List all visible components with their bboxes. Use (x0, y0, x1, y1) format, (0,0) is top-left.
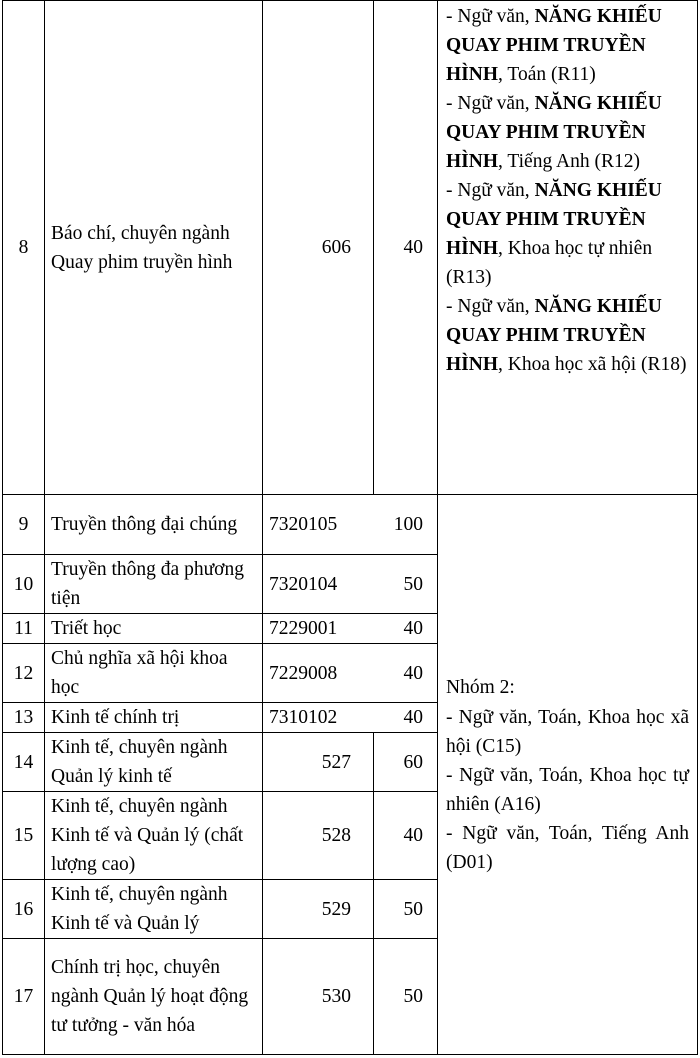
row-number: 14 (3, 733, 45, 792)
code-quota-cell (263, 703, 438, 733)
row-number: 8 (3, 1, 45, 495)
code-quota-cell (263, 644, 438, 703)
row-number: 15 (3, 792, 45, 880)
combination-line: - Ngữ văn, NĂNG KHIẾU QUAY PHIM TRUYỀN HÌNH, Toán (R11) (446, 6, 662, 85)
major-name: Chủ nghĩa xã hội khoa học (45, 644, 263, 703)
major-name: Kinh tế chính trị (45, 703, 263, 733)
quota: 100 (393, 514, 423, 535)
row-number: 17 (3, 939, 45, 1055)
quota: 50 (374, 880, 438, 939)
quota: 40 (374, 1, 438, 495)
major-name: Truyền thông đa phương tiện (45, 555, 263, 614)
quota: 40 (374, 792, 438, 880)
row-number: 12 (3, 644, 45, 703)
group2-title: Nhóm 2: (446, 676, 515, 698)
major-code: 7320104 (269, 573, 338, 595)
row-number: 13 (3, 703, 45, 733)
major-code: 528 (263, 792, 374, 880)
row-number: 16 (3, 880, 45, 939)
combination-line: - Ngữ văn, Toán, Tiếng Anh (D01) (446, 822, 689, 873)
major-code: 7320105 (269, 514, 338, 535)
major-name: Kinh tế, chuyên ngành Kinh tế và Quản lý (45, 880, 263, 939)
row-number: 10 (3, 555, 45, 614)
table-row (3, 1, 698, 495)
quota: 40 (403, 662, 423, 684)
major-code: 527 (263, 733, 374, 792)
major-code: 530 (263, 939, 374, 1055)
major-name: Kinh tế, chuyên ngành Kinh tế và Quản lý (chất lượng cao) (45, 792, 263, 880)
major-code: 606 (263, 1, 374, 495)
table-row (3, 495, 698, 555)
major-code: 529 (263, 880, 374, 939)
quota: 40 (403, 618, 423, 639)
combination-line: - Ngữ văn, Toán, Khoa học tự nhiên (A16) (446, 764, 689, 815)
major-name: Truyền thông đại chúng (45, 495, 263, 555)
code-quota-cell (263, 614, 438, 644)
major-name: Chính trị học, chuyên ngành Quản lý hoạt động tư tưởng - văn hóa (45, 939, 263, 1055)
subject-combinations (438, 1, 698, 495)
code-quota-cell (263, 555, 438, 614)
major-name: Báo chí, chuyên ngành Quay phim truyền hình (45, 1, 263, 495)
combination-line: - Ngữ văn, NĂNG KHIẾU QUAY PHIM TRUYỀN HÌNH, Khoa học xã hội (R18) (446, 296, 687, 375)
combination-line: - Ngữ văn, NĂNG KHIẾU QUAY PHIM TRUYỀN HÌNH, Tiếng Anh (R12) (446, 93, 662, 172)
quota: 50 (374, 939, 438, 1055)
quota: 60 (374, 733, 438, 792)
combination-line: - Ngữ văn, NĂNG KHIẾU QUAY PHIM TRUYỀN HÌNH, Khoa học tự nhiên (R13) (446, 180, 662, 288)
major-code: 7229001 (269, 618, 338, 639)
major-name: Kinh tế, chuyên ngành Quản lý kinh tế (45, 733, 263, 792)
quota: 50 (403, 573, 423, 595)
major-code: 7229008 (269, 662, 338, 684)
row-number: 9 (3, 495, 45, 555)
admission-table (2, 0, 698, 1055)
quota: 40 (403, 707, 423, 728)
combination-line: - Ngữ văn, Toán, Khoa học xã hội (C15) (446, 706, 689, 757)
group2-combinations (438, 495, 698, 1055)
major-name: Triết học (45, 614, 263, 644)
row-number: 11 (3, 614, 45, 644)
major-code: 7310102 (269, 707, 338, 728)
code-quota-cell (263, 495, 438, 555)
